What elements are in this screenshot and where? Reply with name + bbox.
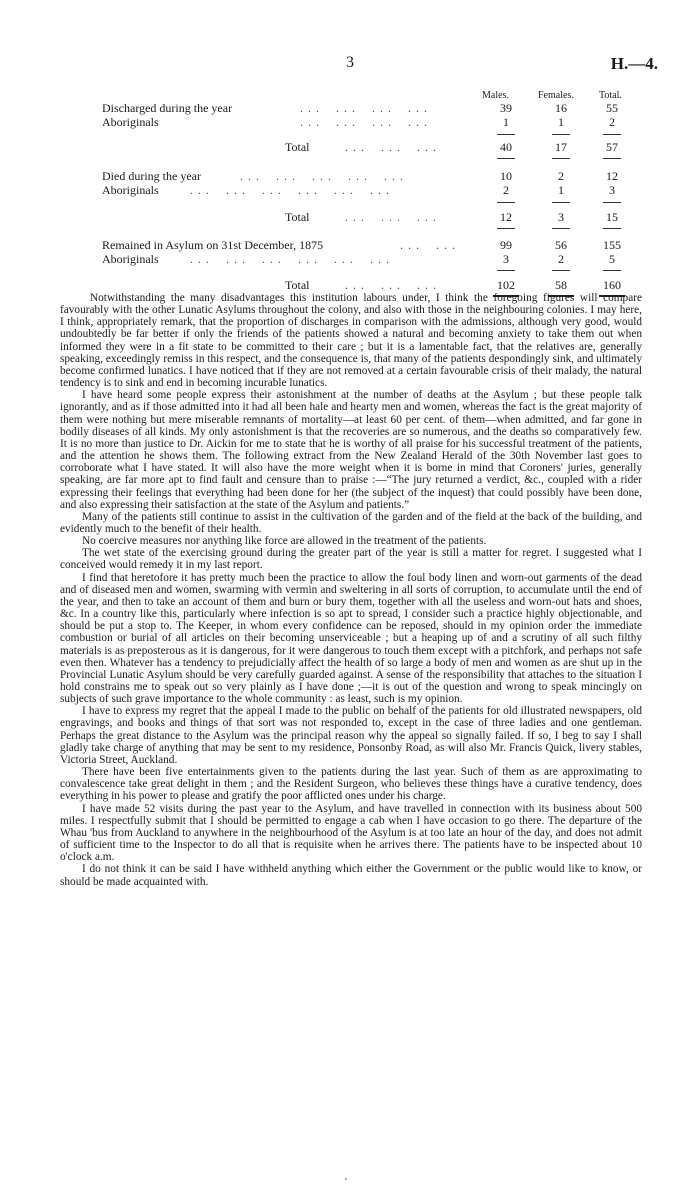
table-row-total xyxy=(0,278,700,292)
table-row xyxy=(0,101,700,115)
leader-dots: . . . . . . xyxy=(400,238,456,252)
males-value: 99 xyxy=(500,238,512,252)
table-row xyxy=(0,169,700,183)
column-header-females: Females. xyxy=(538,90,574,101)
leader-dots: . . . . . . . . . . . . xyxy=(300,101,428,115)
row-label: Total xyxy=(285,278,310,292)
table-row-total xyxy=(0,140,700,154)
females-value: 58 xyxy=(555,278,567,292)
table-row-total xyxy=(0,210,700,224)
page-number: 3 xyxy=(346,54,354,71)
females-value: 56 xyxy=(555,238,567,252)
paragraph: I have heard some people express their astonishment at the number of deaths at the Asylum ; but these people talk ignorantly, and as if those admitted into it had all been hale and hearty men and women, whereas the fact is the great majority of them were nothing but mere miserable remnants of mortality—at least 60 per cent. of them—when admitted, and far gone in bodily diseases of all kinds. My only astonishment is that the recoveries are so numerous, and the deaths so comparatively few. It is no more than justice to Dr. Aickin for me to state that he is worthy of all praise for his successful treatment of the patients, and the attention he shows them. The following extract from the New Zealand Herald of the 30th November last goes to corroborate what I have stated. It will also have the more weight when it is borne in mind that Coroners' juries, generally speaking, are far more apt to find fault and censure than to praise :—“The jury returned a verdict, &c., coupled with a rider expressing their feelings that everything had been done for her (the subject of the inquest) that could possibly have been done, and also expressing their satisfaction at the state of the Asylum and patients.” xyxy=(60,389,642,511)
total-value: 155 xyxy=(603,238,621,252)
row-label: Total xyxy=(285,210,310,224)
males-value: 1 xyxy=(503,115,509,129)
paragraph: Many of the patients still continue to assist in the cultivation of the garden and of the field at the back of the building, and evidently much to the benefit of their health. xyxy=(60,510,642,535)
females-value: 17 xyxy=(555,140,567,154)
males-value: 2 xyxy=(503,183,509,197)
paragraph: I have to express my regret that the appeal I made to the public on behalf of the patients for old illustrated newspapers, old engravings, and books and things of that sort was not responded to, except in the case of three ladies and one gentleman. Perhaps the great distance to the Asylum was the principal reason why the appeal so signally failed. If so, I beg to say I shall gladly take charge of anything that may be sent to my residence, Ponsonby Road, as will also Mr. Francis Quick, livery stables, Victoria Street, Auckland. xyxy=(60,705,642,766)
females-value: 3 xyxy=(558,210,564,224)
leader-dots: . . . . . . . . . xyxy=(345,278,437,292)
total-value: 57 xyxy=(606,140,618,154)
males-value: 40 xyxy=(500,140,512,154)
females-value: 16 xyxy=(555,101,567,115)
paragraph: Notwithstanding the many disadvantages this institution labours under, I think the foregoing figures will compare favourably with the other Lunatic Asylums throughout the colony, and also with those in the neighbouring colonies. I may here, I think, appropriately remark, that the proportion of discharges in comparison with the admissions, although very good, would undoubtedly be far better if only the friends of the patients showed a natural and becoming anxiety to take them out when informed they were in a fit state to be committed to their care ; but it is a lamentable fact, that the relatives are, generally speaking, exceedingly remiss in this respect, and the consequence is, that many of the patients despondingly sink, and ultimately become confirmed lunatics. I have noticed that if they are not removed at a certain favourable crisis of their malady, the natural tendency is to sink and end in becoming incurable lunatics. xyxy=(60,292,642,390)
leader-dots: . . . . . . . . . . . . . . . . . . xyxy=(190,183,390,197)
total-value: 5 xyxy=(609,252,615,266)
total-value: 55 xyxy=(606,101,618,115)
column-header-total: Total. xyxy=(599,90,622,101)
females-value: 2 xyxy=(558,169,564,183)
males-value: 102 xyxy=(497,278,515,292)
total-value: 2 xyxy=(609,115,615,129)
total-value: 3 xyxy=(609,183,615,197)
paragraph: No coercive measures nor anything like force are allowed in the treatment of the patients. xyxy=(82,535,487,548)
table-row xyxy=(0,115,700,129)
table-row xyxy=(0,238,700,252)
leader-dots: . . . . . . . . . . . . . . . xyxy=(240,169,404,183)
total-value: 15 xyxy=(606,210,618,224)
leader-dots: . . . . . . . . . . . . . . . . . . xyxy=(190,252,390,266)
row-label: Remained in Asylum on 31st December, 1875 xyxy=(102,238,324,252)
table-row xyxy=(0,252,700,266)
paragraph: The wet state of the exercising ground during the greater part of the year is still a matter for regret. I suggested what I conceived would remedy it in my last report. xyxy=(60,547,642,572)
females-value: 2 xyxy=(558,252,564,266)
row-label: Total xyxy=(285,140,310,154)
row-label: Aboriginals xyxy=(102,183,159,197)
document-reference: H.—4. xyxy=(610,54,658,73)
paragraph: I have made 52 visits during the past year to the Asylum, and have travelled in connection with its business about 500 miles. I respectfully submit that I should be permitted to engage a cab when I have occasion to go there. The departure of the Whau 'bus from Auckland to anywhere in the neighbourhood of the Asylum is at too late an hour of the day, and does not admit of sufficient time to the Inspector to do all that is requisite when he arrives there. The patients have to be inspected about 10 o'clock a.m. xyxy=(60,802,642,864)
leader-dots: . . . . . . . . . xyxy=(345,210,437,224)
males-value: 12 xyxy=(500,210,512,224)
leader-dots: . . . . . . . . . xyxy=(345,140,437,154)
paragraph: I do not think it can be said I have withheld anything which either the Government or the public would like to know, or should be made acquainted with. xyxy=(60,863,642,888)
leader-dots: . . . . . . . . . . . . xyxy=(300,115,428,129)
females-value: 1 xyxy=(558,183,564,197)
row-label: Died during the year xyxy=(102,169,201,183)
males-value: 10 xyxy=(500,169,512,183)
print-mark xyxy=(345,1178,347,1180)
report-body xyxy=(60,292,642,888)
row-label: Aboriginals xyxy=(102,115,159,129)
row-label: Discharged during the year xyxy=(102,101,233,115)
females-value: 1 xyxy=(558,115,564,129)
total-value: 160 xyxy=(603,278,621,292)
total-value: 12 xyxy=(606,169,618,183)
males-value: 39 xyxy=(500,101,512,115)
row-label: Aboriginals xyxy=(102,252,159,266)
column-header-males: Males. xyxy=(482,90,509,101)
paragraph: There have been five entertainments given to the patients during the last year. Such of them as are approximating to convalescence take great delight in them ; and the Resident Surgeon, who believes these things have a curative tendency, does everything in his power to please and gratify the poor afflicted ones under his charge. xyxy=(60,766,642,803)
table-row xyxy=(0,183,700,197)
paragraph: I find that heretofore it has pretty much been the practice to allow the foul body linen and worn-out garments of the dead and of diseased men and women, swarming with vermin and sweltering in all sorts of corruption, to accumulate until the end of the year, and then to take an account of them and burn or bury them, together with all the useless and worn-out hats and shoes, &c. In a country like this, particularly where infection is so apt to spread, I consider such a practice highly objectionable, and should be put a stop to. The Keeper, in whom every confidence can be reposed, should in my opinion order the immediate combustion or burial of all articles on their becoming unserviceable ; but a heaping up of and a scrutiny of all such filthy materials is as preposterous as it is dangerous, for it were dangerous to touch them except with a pitchfork, and perhaps not safe even then. Whatever has a tendency to prejudicially affect the health of so large a body of men and women as are shut up in the Provincial Lunatic Asylum should be very carefully guarded against. A sense of the responsibility that attaches to the situation I hold constrains me to speak out so very plainly as I have done ;—it is out of the question and wrong to speak mincingly on subjects of such grave importance to the whole community : as least, such is my opinion. xyxy=(60,571,642,706)
males-value: 3 xyxy=(503,252,509,266)
